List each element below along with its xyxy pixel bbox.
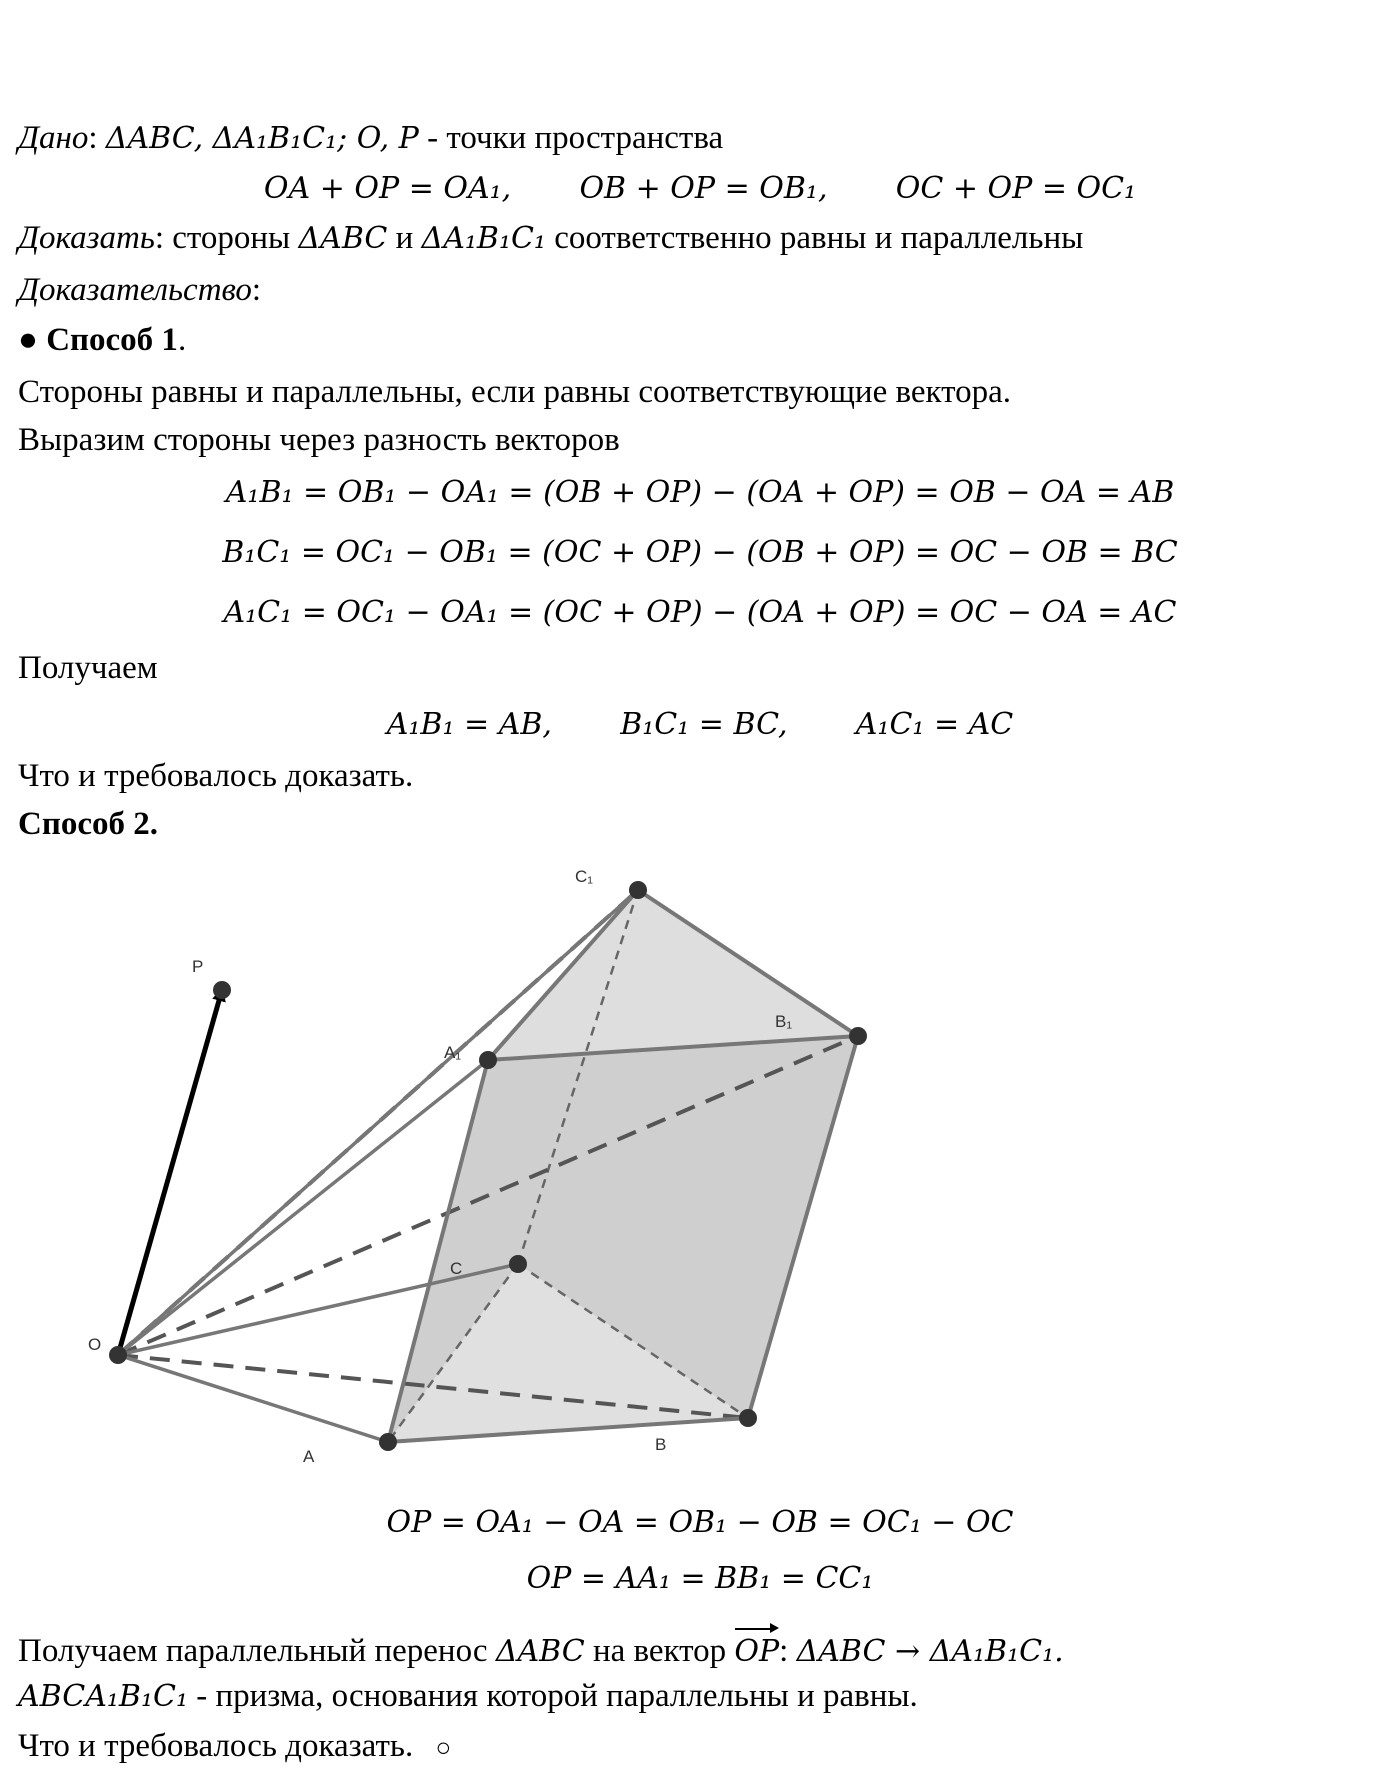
method2-title: Способ 2. bbox=[18, 806, 158, 842]
method1-result-label: Получаем bbox=[18, 650, 158, 686]
prove-tri1: ΔABC bbox=[298, 221, 388, 256]
label-o: O bbox=[88, 1335, 102, 1354]
method1-line1: Стороны равны и параллельны, если равны соответствующие вектора. bbox=[18, 374, 1011, 410]
end-mark-icon: ○ bbox=[435, 1733, 452, 1762]
prove-label: Доказать bbox=[18, 220, 155, 256]
method2-qed: Что и требовалось доказать. bbox=[18, 1728, 414, 1764]
given-eq3: OC + OP = OC₁ bbox=[895, 171, 1137, 206]
point-c bbox=[509, 1255, 527, 1273]
point-o bbox=[109, 1346, 127, 1364]
method1-title: ● Способ 1. bbox=[18, 322, 187, 358]
transfer-line: Получаем параллельный перенос ΔABC на вектор OP: ΔABC → ΔA₁B₁C₁. bbox=[18, 1626, 1064, 1672]
point-a bbox=[379, 1433, 397, 1451]
prove-tri2: ΔA₁B₁C₁ bbox=[421, 221, 546, 256]
proof-label-line: Доказательство: bbox=[18, 272, 262, 308]
point-a1 bbox=[479, 1051, 497, 1069]
given-eq1: OA + OP = OA₁, bbox=[263, 171, 512, 206]
method2-qed-line bbox=[18, 1726, 451, 1768]
method2-eq2: OP = AA₁ = BB₁ = CC₁ bbox=[526, 1561, 874, 1596]
given-line: Дано: ΔABC, ΔA₁B₁C₁; O, P - точки пространства bbox=[18, 120, 724, 156]
method1-qed: Что и требовалось доказать. bbox=[18, 758, 414, 794]
method1-eqC: A₁C₁ = OC₁ − OA₁ = (OC + OP) − (OA + OP) = OC − OA = AC bbox=[223, 595, 1177, 630]
label-c: C bbox=[450, 1259, 463, 1278]
label-a: A bbox=[303, 1447, 315, 1466]
prove-line: Доказать: стороны ΔABC и ΔA₁B₁C₁ соответственно равны и параллельны bbox=[18, 220, 1084, 256]
given-eq2: OB + OP = OB₁, bbox=[579, 171, 828, 206]
method1-eqB: B₁C₁ = OC₁ − OB₁ = (OC + OP) − (OB + OP) = OC − OB = BC bbox=[222, 535, 1178, 570]
bullet-icon: ● bbox=[18, 322, 38, 358]
point-p bbox=[213, 981, 231, 999]
label-c1: C₁ bbox=[575, 867, 594, 886]
point-b1 bbox=[849, 1027, 867, 1045]
given-triangles: ΔABC, ΔA₁B₁C₁; O, P bbox=[105, 121, 419, 156]
transfer-map: ΔABC → ΔA₁B₁C₁. bbox=[796, 1634, 1064, 1669]
vector-op bbox=[118, 990, 222, 1355]
transfer-vector: OP bbox=[734, 1626, 779, 1672]
label-a1: A₁ bbox=[444, 1043, 462, 1062]
label-b: B bbox=[655, 1435, 667, 1454]
point-b bbox=[739, 1409, 757, 1427]
given-text: - точки пространства bbox=[418, 120, 724, 156]
prism-line: ABCA₁B₁C₁ - призма, основания которой параллельны и равны. bbox=[18, 1678, 918, 1714]
method1-eqA: A₁B₁ = OB₁ − OA₁ = (OB + OP) − (OA + OP) = OB − OA = AB bbox=[225, 475, 1175, 510]
method1-line2: Выразим стороны через разность векторов bbox=[18, 422, 620, 458]
method1-results: A₁B₁ = AB, B₁C₁ = BC, A₁C₁ = AC bbox=[386, 707, 1014, 742]
given-label: Дано bbox=[18, 120, 89, 156]
method2-eq1: OP = OA₁ − OA = OB₁ − OB = OC₁ − OC bbox=[386, 1505, 1014, 1540]
label-p: P bbox=[192, 957, 204, 976]
prism-figure bbox=[88, 850, 960, 1490]
label-b1: B₁ bbox=[775, 1012, 793, 1031]
proof-label: Доказательство bbox=[18, 272, 252, 308]
point-c1 bbox=[629, 881, 647, 899]
prism-name: ABCA₁B₁C₁ bbox=[18, 1679, 188, 1714]
given-equations bbox=[0, 168, 1400, 209]
